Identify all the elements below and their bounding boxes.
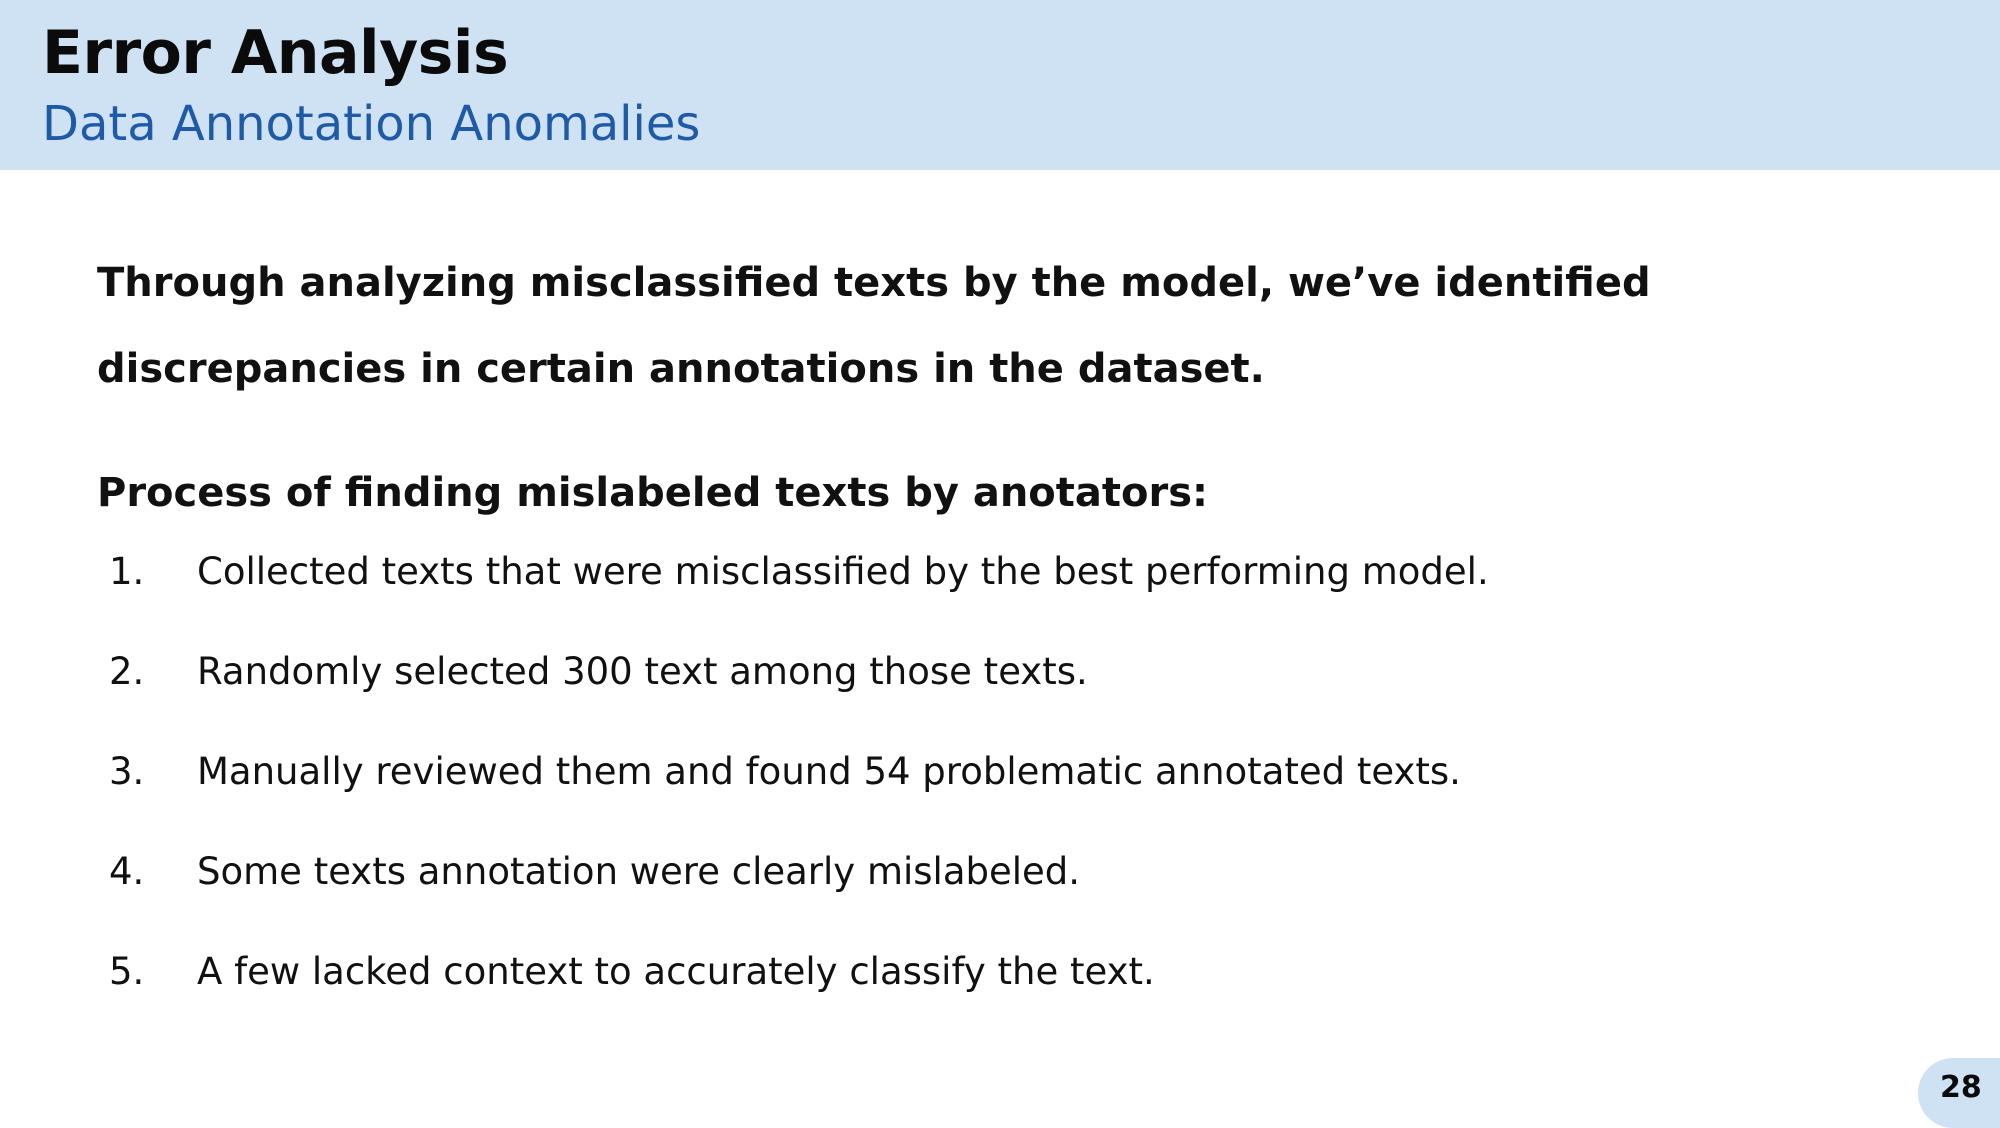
step-number: 4. xyxy=(109,850,145,893)
page-number-badge xyxy=(1918,1058,2000,1128)
step-number: 2. xyxy=(109,650,145,693)
list-item xyxy=(97,650,1489,750)
slide-title: Error Analysis xyxy=(42,18,509,88)
process-heading: Process of finding mislabeled texts by anotators: xyxy=(97,470,1209,516)
step-text: Collected texts that were misclassified by the best performing model. xyxy=(197,550,1489,593)
process-steps-list xyxy=(97,550,1489,1050)
step-number: 3. xyxy=(109,750,145,793)
step-number: 5. xyxy=(109,950,145,993)
intro-paragraph: Through analyzing misclassified texts by the model, we’ve identified discrepancies in certain annotations in the dataset. xyxy=(97,260,1651,392)
slide-subtitle: Data Annotation Anomalies xyxy=(42,96,701,152)
step-text: Some texts annotation were clearly mislabeled. xyxy=(197,850,1081,893)
step-text: Randomly selected 300 text among those texts. xyxy=(197,650,1088,693)
step-number: 1. xyxy=(109,550,145,593)
step-text: Manually reviewed them and found 54 problematic annotated texts. xyxy=(197,750,1461,793)
slide-header xyxy=(0,0,2000,170)
page-number: 28 xyxy=(1940,1070,1982,1105)
list-item xyxy=(97,550,1489,650)
list-item xyxy=(97,850,1489,950)
step-text: A few lacked context to accurately classify the text. xyxy=(197,950,1155,993)
list-item xyxy=(97,750,1489,850)
list-item xyxy=(97,950,1489,1050)
slide-body xyxy=(97,240,1917,993)
